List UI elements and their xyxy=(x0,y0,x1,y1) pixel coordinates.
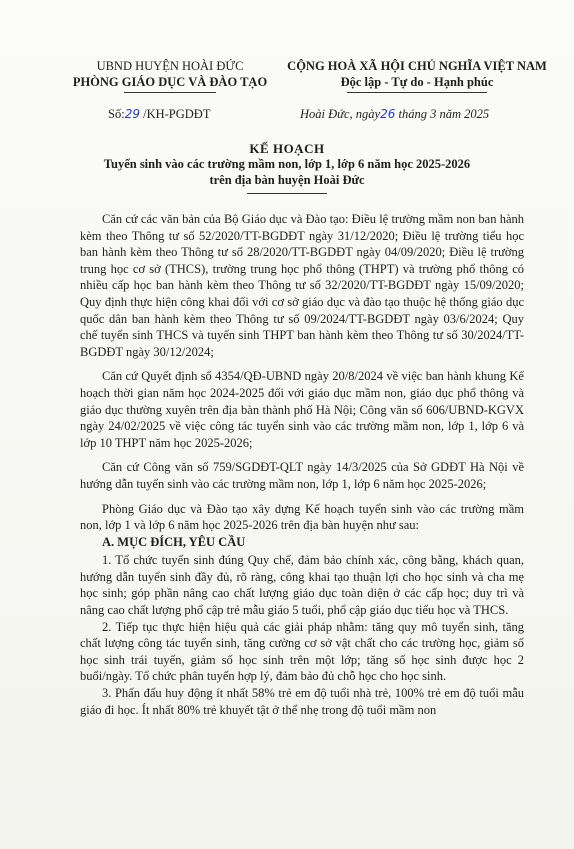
document-number-prefix: Số: xyxy=(108,107,125,121)
paragraph-legal-basis-3: Căn cứ Công văn số 759/SGDĐT-QLT ngày 14/3/2025 của Sở GDĐT Hà Nội về hướng dẫn tuyển sinh vào các trường mầm non, lớp 1, lớp 6 năm học 2025-2026; xyxy=(80,460,524,491)
document-subject-line2: trên địa bàn huyện Hoài Đức xyxy=(209,173,365,187)
paragraph-legal-basis-2: Căn cứ Quyết định số 4354/QĐ-UBND ngày 20/8/2024 về việc ban hành khung Kế hoạch thời gian năm học 2024-2025 đối với giáo dục mầm non, giáo dục phổ thông và giáo dục thường xuyên trên địa bàn thành phố Hà Nội; Công văn số 606/UBND-KGVX ngày 24/02/2025 về việc công tác tuyển sinh vào các trường mầm non, lớp 1, lớp 6 và lớp 10 THPT năm học 2025-2026; xyxy=(80,369,524,450)
document-number xyxy=(108,107,210,122)
national-title: CỘNG HOÀ XÃ HỘI CHỦ NGHĨA VIỆT NAM xyxy=(287,59,547,73)
agency-name: PHÒNG GIÁO DỤC VÀ ĐÀO TẠO xyxy=(72,75,268,89)
paragraph-intro: Phòng Giáo dục và Đào tạo xây dựng Kế hoạch tuyển sinh vào các trường mầm non, lớp 1 và lớp 6 năm học 2025-2026 trên địa bàn huyện như sau: xyxy=(80,501,524,533)
date-month-year: tháng 3 năm 2025 xyxy=(398,107,490,121)
date-day-handwritten: 26 xyxy=(380,107,396,121)
document-type-title: KẾ HOẠCH xyxy=(249,141,325,156)
document-subject-line1: Tuyển sinh vào các trường mầm non, lớp 1, lớp 6 năm học 2025-2026 xyxy=(103,157,471,171)
document-body xyxy=(80,211,524,718)
issuing-agency-header xyxy=(70,58,270,93)
section-heading-a: A. MỤC ĐÍCH, YÊU CẦU xyxy=(102,534,246,549)
paragraph-legal-basis-1: Căn cứ các văn bản của Bộ Giáo dục và Đào tạo: Điều lệ trường mầm non ban hành kèm theo Thông tư số 52/2020/TT-BGDĐT ngày 31/12/2020; Điều lệ trường tiểu học ban hành kèm theo Thông tư số 28/2020/TT-BGDĐT ngày 04/09/2020; Điều lệ trường trung học cơ sở (THCS), trường trung học phổ thông (THPT) và trường phổ thông có nhiều cấp học ban hành kèm theo Thông tư số 32/2020/TT-BGDĐT ngày 15/09/2020; Quy định thực hiện công khai đối với cơ sở giáo dục và đào tạo thuộc hệ thống giáo dục quốc dân ban hành kèm theo Thông tư số 09/2024/TT-BGDĐT ngày 03/6/2024; Quy chế tuyển sinh THCS và tuyển sinh THPT ban hành kèm theo Thông tư số 30/2024/TT-BGDĐT ngày 30/12/2024; xyxy=(80,212,524,359)
document-number-suffix: /KH-PGDĐT xyxy=(143,107,211,121)
national-header xyxy=(272,58,562,93)
document-date xyxy=(300,107,489,122)
motto-underline xyxy=(347,92,487,93)
agency-underline xyxy=(124,92,216,93)
paragraph-objective-3: 3. Phấn đấu huy động ít nhất 58% trẻ em độ tuổi nhà trẻ, 100% trẻ em độ tuổi mẫu giáo đi học. Ít nhất 80% trẻ khuyết tật ở thể nhẹ trong độ tuổi mầm non xyxy=(80,686,524,717)
paragraph-objective-1: 1. Tổ chức tuyển sinh đúng Quy chế, đảm bảo chính xác, công bằng, khách quan, hướng dẫn tuyển sinh đầy đủ, rõ ràng, công khai tạo thuận lợi cho học sinh và cha mẹ học sinh; góp phần nâng cao chất lượng giáo dục toàn diện ở các cấp học; duy trì và nâng cao chất lượng phổ cập trẻ mẫu giáo 5 tuổi, phổ cập giáo dục tiểu học và THCS. xyxy=(80,553,524,618)
date-place: Hoài Đức, ngày xyxy=(300,107,381,121)
paragraph-objective-2: 2. Tiếp tục thực hiện hiệu quả các giải pháp nhằm: tăng quy mô tuyển sinh, tăng chất lượng công tác tuyển sinh, tăng cường cơ sở vật chất cho các trường học, giảm số học sinh trái tuyến, giảm số học sinh trên một lớp; tăng số học sinh được học 2 buổi/ngày. Tổ chức phân tuyến hợp lý, đảm bảo đủ chỗ học cho học sinh. xyxy=(80,619,524,684)
document-number-handwritten: 29 xyxy=(124,107,140,121)
title-underline xyxy=(247,193,327,194)
national-motto: Độc lập - Tự do - Hạnh phúc xyxy=(340,75,494,89)
agency-parent: UBND HUYỆN HOÀI ĐỨC xyxy=(96,59,244,73)
